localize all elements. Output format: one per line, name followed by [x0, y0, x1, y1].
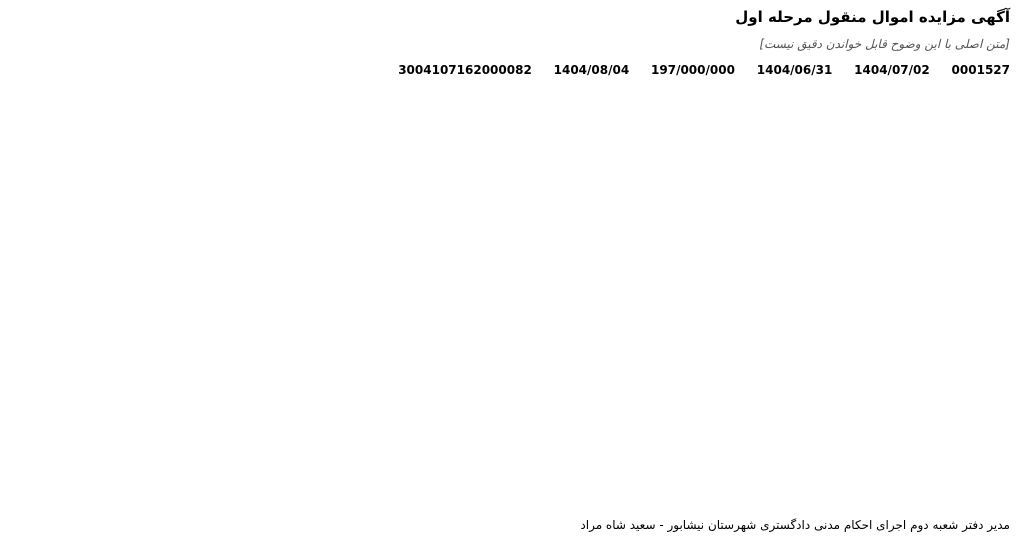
figure-case-number: 0001527	[951, 63, 1010, 77]
figure-date-2: 1404/06/31	[756, 63, 833, 77]
notice-body-placeholder: [متن اصلی با این وضوح قابل خواندن دقیق نیست]	[759, 37, 1010, 51]
figure-auction-code: 3004107162000082	[398, 63, 532, 77]
notice-signature: مدیر دفتر شعبه دوم اجرای احکام مدنی دادگستری شهرستان نیشابور - سعید شاه مراد	[580, 518, 1010, 532]
figure-date-1: 1404/07/02	[854, 63, 930, 77]
figure-auction-date: 1404/08/04	[553, 63, 630, 77]
notice-figures	[14, 61, 1010, 79]
notice-title: آگهی مزایده اموال منقول مرحله اول	[735, 8, 1010, 26]
figure-amount: 197/000/000	[651, 63, 735, 77]
